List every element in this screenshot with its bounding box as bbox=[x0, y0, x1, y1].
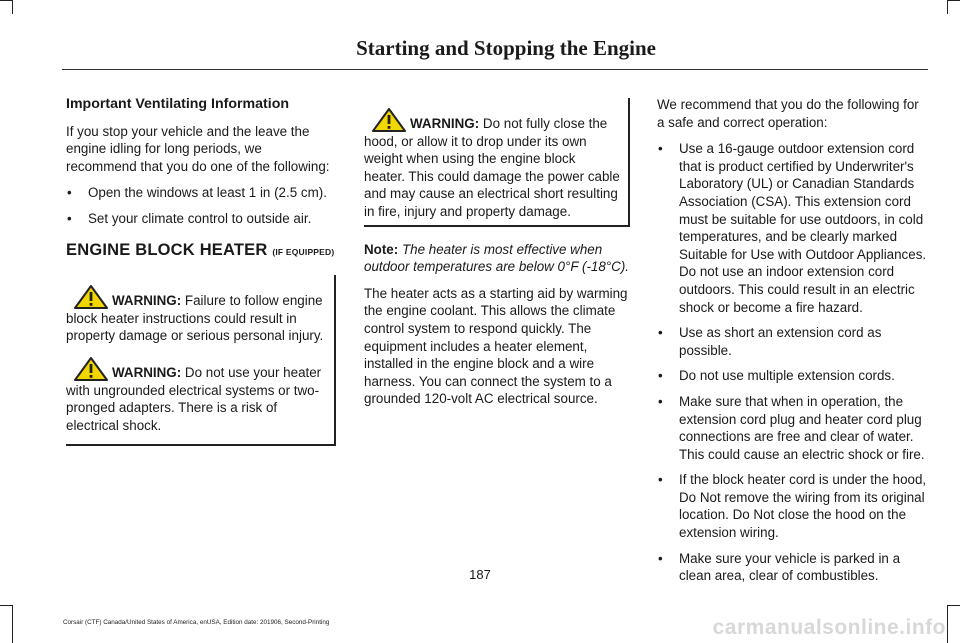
subhead-ventilating: Important Ventilating Information bbox=[66, 96, 290, 112]
operation-intro: We recommend that you do the following for a safe and correct operation: bbox=[657, 97, 919, 130]
crop-mark bbox=[947, 605, 960, 606]
column-3 bbox=[657, 96, 929, 593]
warning-hood: WARNING: Do not fully close the hood, or allow it to drop under its own weight when using the engine block heater. This could damage the power cable and may cause an electrical short resulting in fire, injury and property damage. bbox=[364, 108, 620, 221]
watermark: carmanualsonline.info bbox=[712, 616, 946, 639]
warning-triangle-icon bbox=[74, 357, 108, 381]
list-item: • Use as short an extension cord as possible. bbox=[658, 325, 882, 358]
list-item: • Set your climate control to outside air. bbox=[67, 210, 312, 226]
heater-description: The heater acts as a starting aid by warming the engine coolant. This allows the climate control system to respond quickly. The equipment includes a heater element, installed in the engine block and a wire harness. You can connect the system to a grounded 120-volt AC electrical source. bbox=[364, 285, 628, 407]
ventilating-list bbox=[66, 184, 336, 227]
warning-1: WARNING: Failure to follow engine block heater instructions could result in property damage or serious personal injury. bbox=[66, 285, 326, 345]
ventilating-intro: If you stop your vehicle and the leave the engine idling for long periods, we recommend that you do one of the following: bbox=[66, 123, 330, 174]
section-title: ENGINE BLOCK HEATER (IF EQUIPPED) bbox=[66, 240, 335, 259]
list-item: • Make sure your vehicle is parked in a clean area, clear of combustibles. bbox=[658, 550, 901, 584]
list-item: • Make sure that when in operation, the extension cord plug and heater cord plug connections are free and clear of water. This could cause an electric shock or fire. bbox=[658, 393, 925, 462]
section-suffix: (IF EQUIPPED) bbox=[272, 246, 335, 257]
header-rule bbox=[62, 69, 928, 70]
warning-2: WARNING: Do not use your heater with ungrounded electrical systems or two-pronged adapters. There is a risk of electrical shock. bbox=[66, 357, 326, 434]
crop-mark bbox=[12, 605, 13, 643]
warning-triangle-icon bbox=[74, 285, 108, 309]
list-item: • Open the windows at least 1 in (2.5 cm). bbox=[67, 185, 327, 201]
operation-list bbox=[657, 140, 929, 585]
bullet-glyph: • bbox=[67, 185, 72, 201]
column-2 bbox=[364, 98, 630, 417]
footer-edition: Corsair (CTF) Canada/United States of America, enUSA, Edition date: 201906, Second-Printing bbox=[63, 619, 330, 626]
warning-box bbox=[364, 98, 630, 227]
column-1 bbox=[66, 96, 336, 446]
crop-mark bbox=[947, 0, 960, 1]
page-title: Starting and Stopping the Engine bbox=[356, 36, 656, 60]
list-item: • Use a 16-gauge outdoor extension cord that is product certified by Underwriter's Laboratory (UL) or Canadian Standards Association (CSA). This extension cord must be suitable for use outdoors, in cold temperatures, and be clearly marked Suitable for Use with Outdoor Appliances. Do not use an indoor extension cord outdoors. This could result in an electric shock or become a fire hazard. bbox=[658, 141, 927, 315]
crop-mark bbox=[947, 0, 948, 14]
crop-mark bbox=[947, 605, 948, 643]
note: Note: The heater is most effective when outdoor temperatures are below 0°F (-18°C). bbox=[364, 241, 630, 275]
page-number: 187 bbox=[469, 567, 491, 582]
list-item: • If the block heater cord is under the hood, Do Not remove the wiring from its original location. Do Not close the hood on the extension wiring. bbox=[658, 472, 927, 541]
list-item: • Do not use multiple extension cords. bbox=[658, 368, 895, 384]
warning-triangle-icon bbox=[372, 108, 406, 132]
bullet-glyph: • bbox=[67, 210, 72, 226]
crop-mark bbox=[0, 605, 13, 606]
warning-box bbox=[66, 275, 336, 446]
crop-mark bbox=[12, 0, 13, 14]
